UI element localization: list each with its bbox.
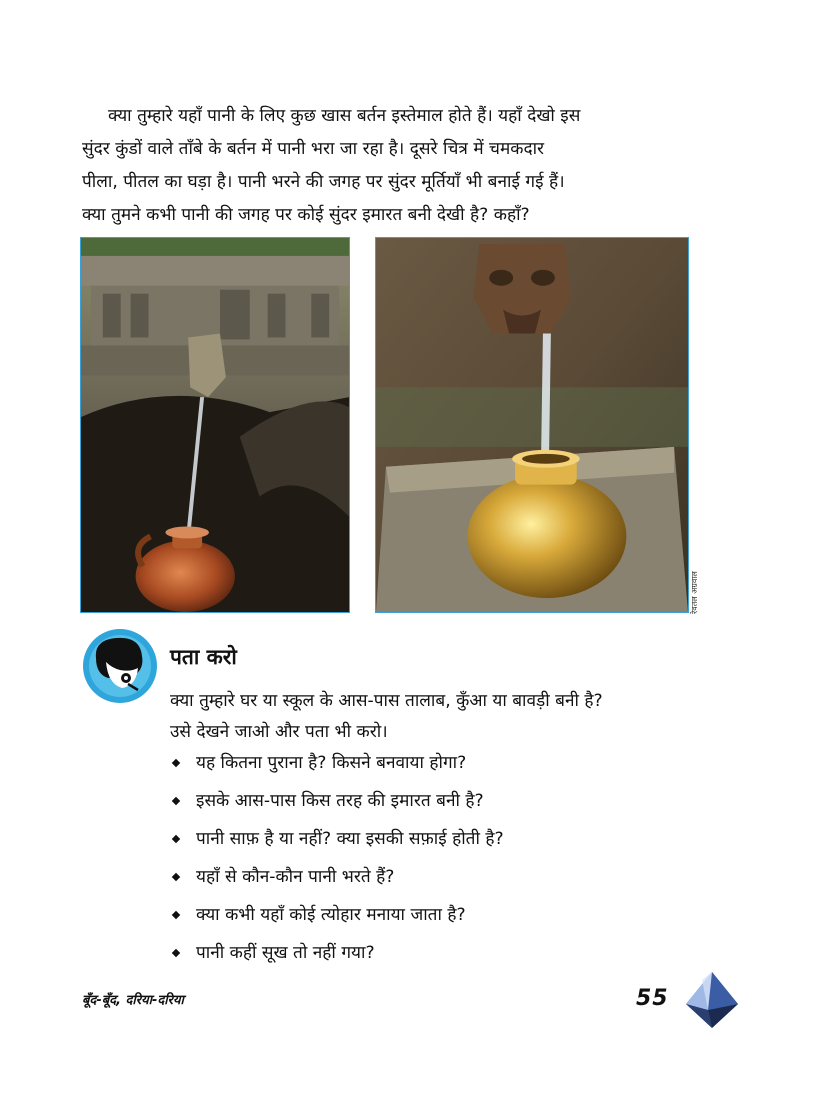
chapter-title: बूँद-बूँद, दरिया-दरिया	[82, 993, 184, 1008]
question-text: पानी कहीं सूख तो नहीं गया?	[196, 943, 375, 963]
question-item	[170, 940, 504, 978]
activity-intro-line: उसे देखने जाओ और पता भी करो।	[170, 722, 388, 742]
diamond-bullet-icon	[172, 949, 180, 957]
diamond-bullet-icon	[172, 873, 180, 881]
question-item	[170, 788, 504, 826]
question-item	[170, 826, 504, 864]
activity-intro-line: क्या तुम्हारे घर या स्कूल के आस-पास तालाब, कुँआ या बावड़ी बनी है?	[170, 691, 603, 711]
mascot-icon	[82, 628, 158, 704]
question-item	[170, 750, 504, 788]
activity-heading: पता करो	[170, 645, 237, 669]
question-text: क्या कभी यहाँ कोई त्योहार मनाया जाता है?	[196, 905, 466, 925]
paragraph-line: क्या तुमने कभी पानी की जगह पर कोई सुंदर इमारत बनी देखी है? कहाँ?	[82, 205, 530, 225]
pyramid-gem-icon	[684, 970, 740, 1030]
page-number: 55	[636, 986, 669, 1011]
paragraph-line: सुंदर कुंडों वाले ताँबे के बर्तन में पानी भरा जा रहा है। दूसरे चित्र में चमकदार	[82, 139, 545, 159]
brass-pot-spout-photo	[375, 237, 689, 613]
activity-intro	[170, 686, 740, 748]
diamond-bullet-icon	[172, 797, 180, 805]
question-item	[170, 864, 504, 902]
question-item	[170, 902, 504, 940]
question-list	[170, 750, 504, 978]
diamond-bullet-icon	[172, 759, 180, 767]
question-text: इसके आस-पास किस तरह की इमारत बनी है?	[196, 791, 484, 811]
diamond-bullet-icon	[172, 835, 180, 843]
question-text: यहाँ से कौन-कौन पानी भरते हैं?	[196, 867, 395, 887]
intro-paragraph	[82, 100, 722, 232]
question-text: पानी साफ़ है या नहीं? क्या इसकी सफ़ाई होती है?	[196, 829, 504, 849]
paragraph-line: क्या तुम्हारे यहाँ पानी के लिए कुछ खास बर्तन इस्तेमाल होते हैं। यहाँ देखो इस	[108, 106, 581, 126]
paragraph-line: पीला, पीतल का घड़ा है। पानी भरने की जगह पर सुंदर मूर्तियाँ भी बनाई गई हैं।	[82, 172, 565, 192]
question-text: यह कितना पुराना है? किसने बनवाया होगा?	[196, 753, 467, 773]
diamond-bullet-icon	[172, 911, 180, 919]
copper-pot-stepwell-photo	[80, 237, 350, 613]
photo-credit: रेवतल अग्रवाल	[690, 571, 699, 614]
